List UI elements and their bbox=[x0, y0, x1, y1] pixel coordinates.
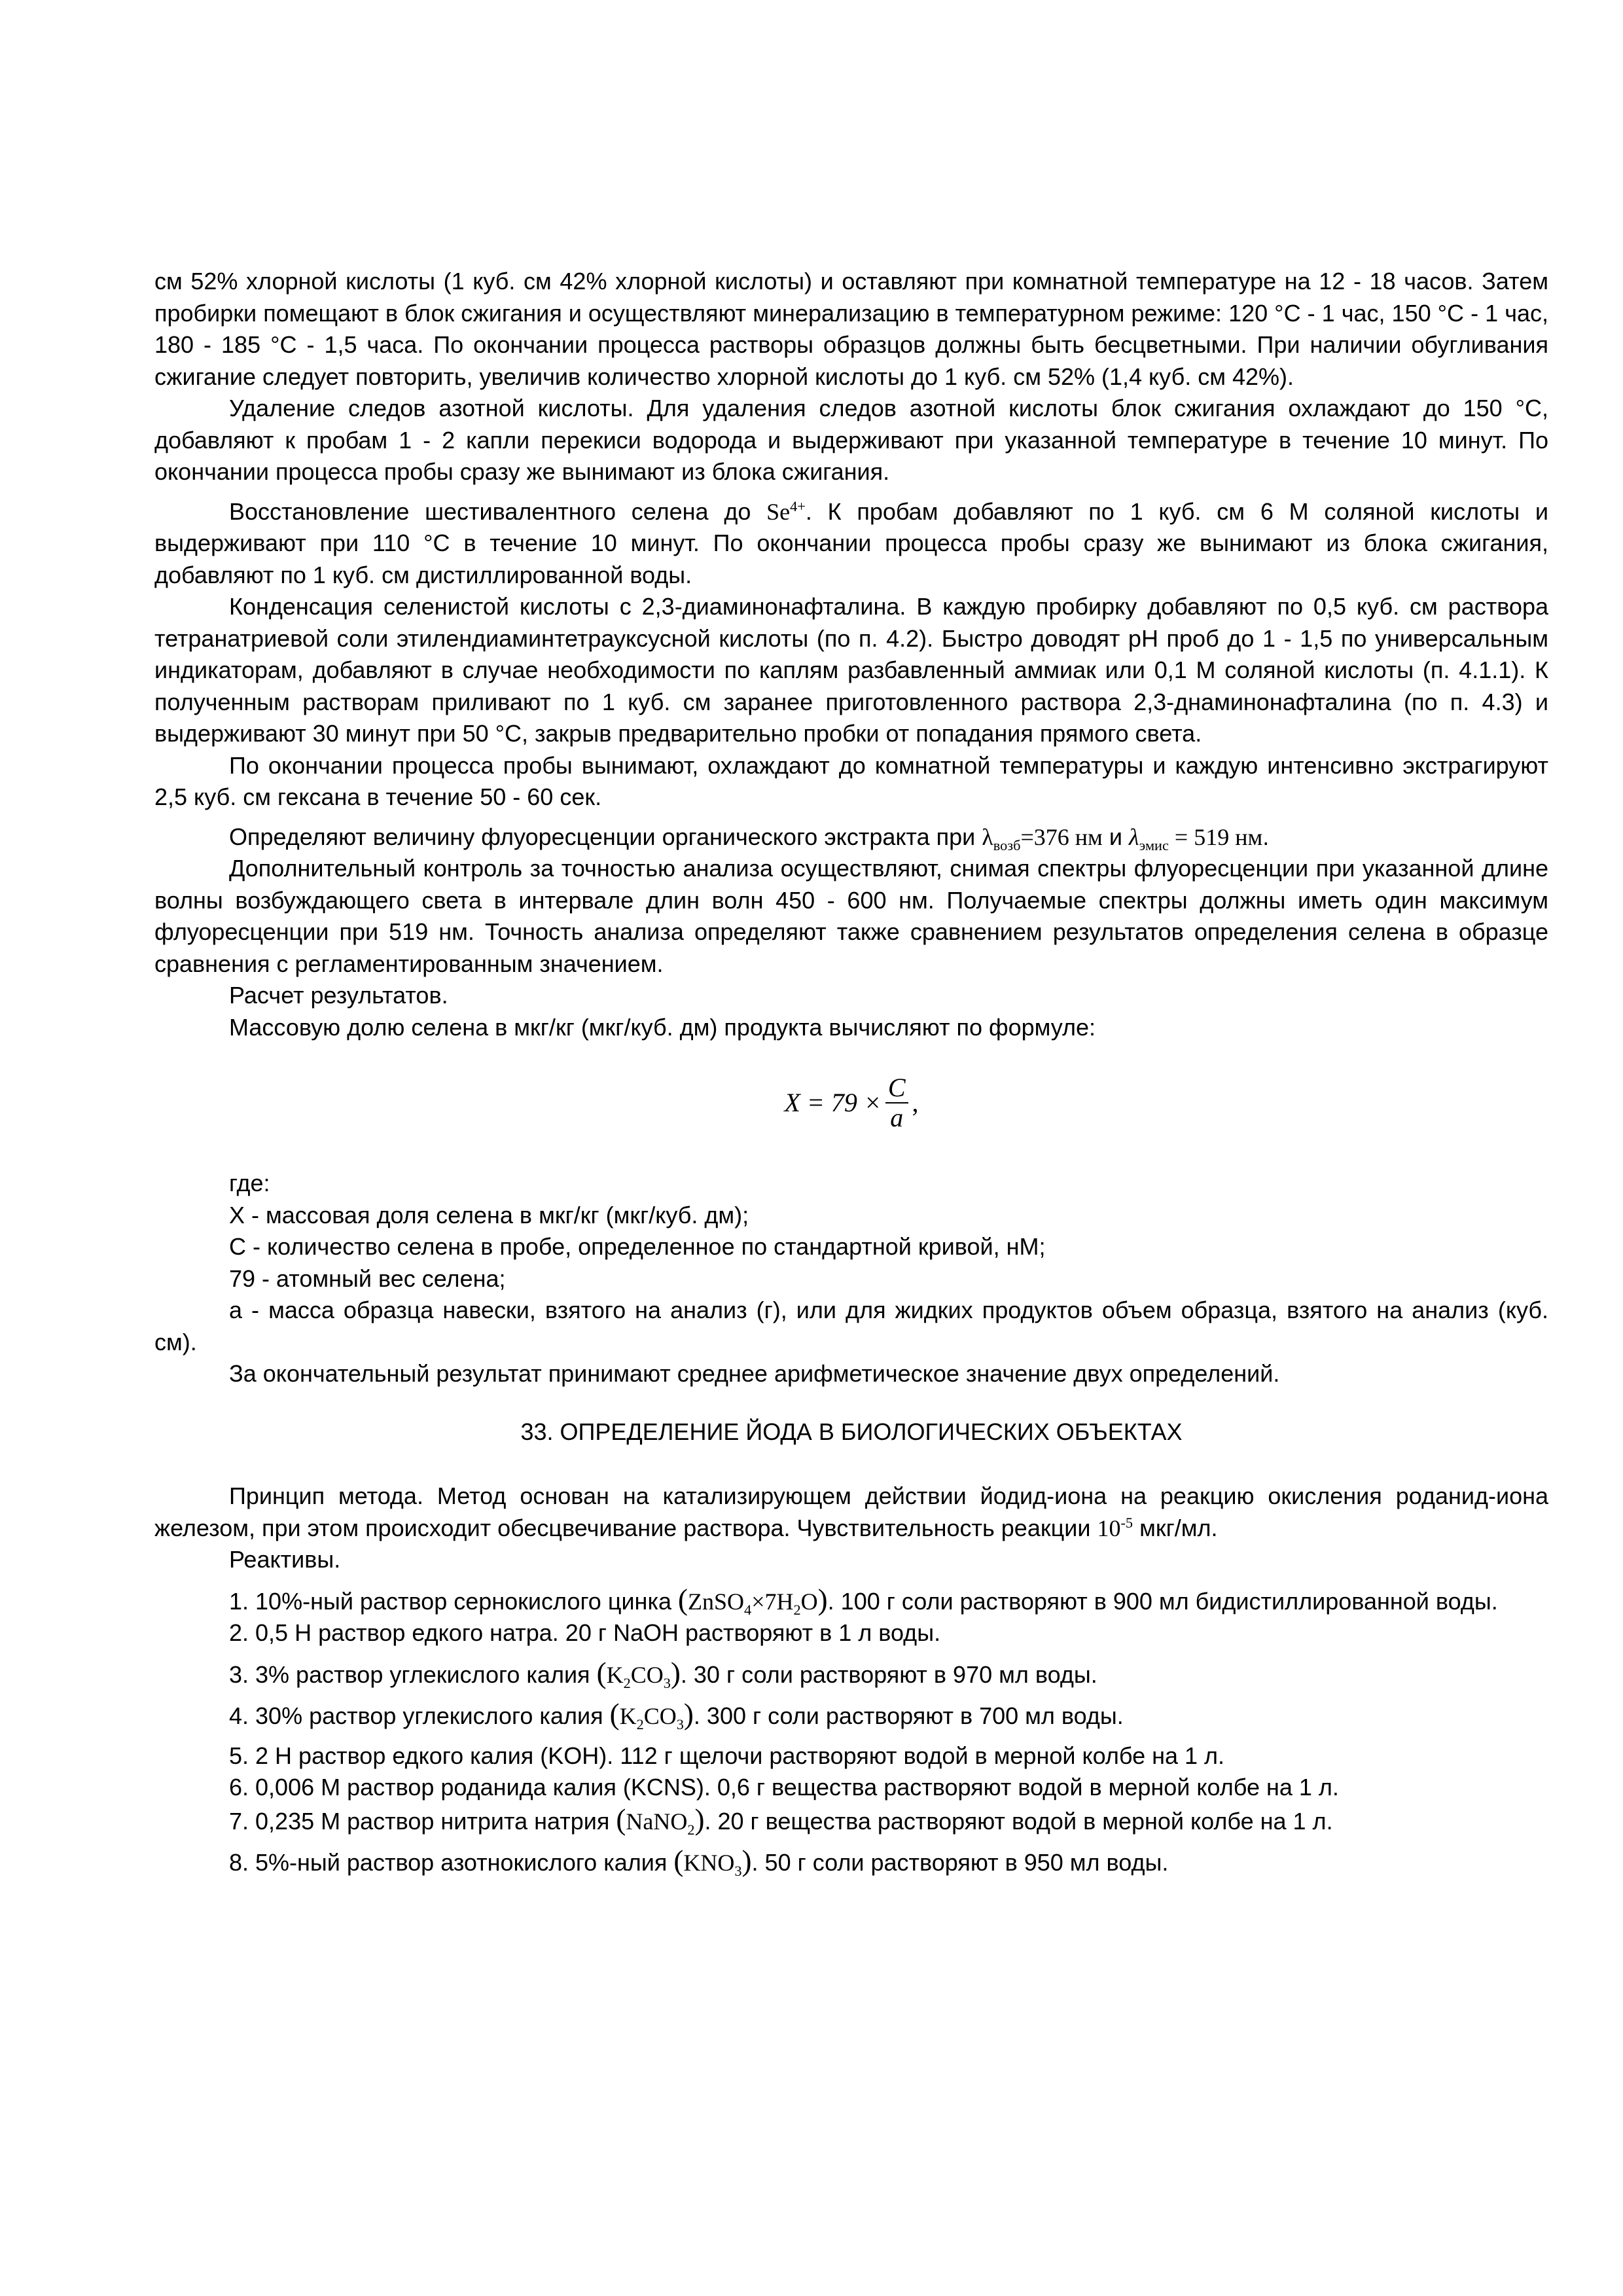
paragraph-text: Определяют величину флуоресценции органического экстракта при bbox=[229, 823, 976, 850]
reagent-item: 8. 5%-ный раствор азотнокислого калия $(KNO_3)$. 50 г соли растворяют в 950 мл воды. bbox=[229, 1844, 1169, 1880]
paragraph: Конденсация селенистой кислоты с 2,3-диаминонафталина. В каждую пробирку добавляют по 0,5 куб. см раствора тетранатриевой соли этилендиаминтетрауксусной кислоты (по п. 4.2). Быстро доводят рН проб до 1 - 1,5 по универсальным индикаторам, добавляют в случае необходимости по каплям разбавленный аммиак или 0,1 М соляной кислоты (п. 4.1.1). К полученным растворам приливают по 1 куб. см заранее приготовленного раствора 2,3-днаминонафталина (по п. 4.3) и выдерживают 30 минут при 50 °С, закрыв предварительно пробки от попадания прямого света. bbox=[154, 593, 1548, 747]
paragraph: см 52% хлорной кислоты (1 куб. см 42% хлорной кислоты) и оставляют при комнатной температуре на 12 - 18 часов. Затем пробирки помещают в блок сжигания и осуществляют минерализацию в температурном режиме: 120 °С - 1 час, 150 °С - 1 час, 180 - 185 °С - 1,5 часа. По окончании процесса растворы образцов должны быть бесцветными. При наличии обугливания сжигание следует повторить, увеличив количество хлорной кислоты до 1 куб. см 52% (1,4 куб. см 42%). bbox=[154, 268, 1548, 390]
paragraph: Удаление следов азотной кислоты. Для удаления следов азотной кислоты блок сжигания охлаждают до 150 °С, добавляют к пробам 1 - 2 капли перекиси водорода и выдерживают при указанной температуре в течение 10 минут. По окончании процесса пробы сразу же вынимают из блока сжигания. bbox=[154, 395, 1548, 485]
potassium-carbonate-formula: $(K_2CO_3)$ bbox=[596, 1656, 681, 1691]
emission-wavelength: $\lambda_{эмис} = 519$ нм bbox=[1128, 823, 1263, 853]
paragraph-text: мкг/мл. bbox=[1139, 1514, 1218, 1541]
paragraph-text: Восстановление шестивалентного селена до bbox=[229, 497, 751, 525]
reagent-item: 2. 0,5 Н раствор едкого натра. 20 г NaOH растворяют в 1 л воды. bbox=[229, 1619, 941, 1646]
reagent-item: 3. 3% раствор углекислого калия $(K_2CO_3)$. 30 г соли растворяют в 970 мл воды. bbox=[229, 1656, 1097, 1691]
sensitivity-value: $10^{-5}$ bbox=[1097, 1514, 1133, 1541]
paragraph: По окончании процесса пробы вынимают, охлаждают до комнатной температуры и каждую интенсивно экстрагируют 2,5 куб. см гексана в течение 50 - 60 сек. bbox=[154, 751, 1548, 810]
paragraph: Массовую долю селена в мкг/кг (мкг/куб. дм) продукта вычисляют по формуле: bbox=[229, 1013, 1096, 1041]
paragraph: Дополнительный контроль за точностью анализа осуществляют, снимая спектры флуоресценции при указанной длине волны возбуждающего света в интервале длин волн 450 - 600 нм. Получаемые спектры должны иметь один максимум флуоресценции при 519 нм. Точность анализа определяют также сравнением результатов определения селена в образце сравнения с регламентированным значением. bbox=[154, 855, 1548, 977]
reagent-item: 4. 30% раствор углекислого калия $(K_2CO_3)$. 300 г соли растворяют в 700 мл воды. bbox=[229, 1698, 1124, 1733]
formula-numerator: C bbox=[885, 1073, 908, 1103]
zinc-sulfate-formula: $(ZnSO_4\times 7H_2O)$ bbox=[678, 1583, 828, 1618]
paragraph bbox=[154, 1480, 1548, 1544]
definition: 79 - атомный вес селена; bbox=[229, 1265, 506, 1292]
selenium-formula bbox=[154, 1054, 1548, 1152]
excitation-wavelength: $\lambda_{возб}=376$ нм bbox=[982, 823, 1103, 853]
potassium-nitrate-formula: $(KNO_3)$ bbox=[673, 1844, 752, 1880]
section-heading: 33. ОПРЕДЕЛЕНИЕ ЙОДА В БИОЛОГИЧЕСКИХ ОБЪЕКТАХ bbox=[520, 1418, 1183, 1445]
formula-fraction bbox=[885, 1073, 908, 1132]
reagent-item: 7. 0,235 М раствор нитрита натрия (NaNO$_2$). 20 г вещества растворяют водой в мерной колбе на 1 л. bbox=[229, 1803, 1333, 1838]
sodium-nitrite-formula: (NaNO$_2$) bbox=[616, 1803, 705, 1838]
where-label: где: bbox=[229, 1170, 270, 1196]
selenium-ion-formula: $Se^{4+}$ bbox=[766, 497, 806, 525]
reagent-item: 6. 0,006 М раствор роданида калия (KCNS). 0,6 г вещества растворяют водой в мерной колбе на 1 л. bbox=[229, 1774, 1339, 1801]
definition: а - масса образца навески, взятого на анализ (г), или для жидких продуктов объем образца, взятого на анализ (куб. см). bbox=[154, 1297, 1548, 1355]
paragraph bbox=[154, 496, 1548, 592]
formula-comma: , bbox=[912, 1087, 919, 1117]
reagent-item: 5. 2 Н раствор едкого калия (KOH). 112 г щелочи растворяют водой в мерной колбе на 1 л. bbox=[229, 1742, 1225, 1769]
reagents-label: Реактивы. bbox=[229, 1546, 341, 1573]
paragraph: Определяют величину флуоресценции органического экстракта при $\lambda_{возб}=376$ нм и $\lambda_{эмис} = 519$ нм. bbox=[229, 823, 1270, 853]
formula-denominator: a bbox=[890, 1103, 904, 1132]
paragraph: За окончательный результат принимают среднее арифметическое значение двух определений. bbox=[229, 1360, 1280, 1387]
potassium-carbonate-formula: $(K_2CO_3)$ bbox=[609, 1698, 694, 1733]
formula-lhs: X = 79 × bbox=[784, 1087, 882, 1117]
paragraph-text: . К пробам добавляют по 1 куб. см 6 М соляной кислоты и выдерживают при 110 °С в течение 10 минут. По окончании процесса пробы сразу же вынимают из блока сжигания, добавляют по 1 куб. см дистиллированной воды. bbox=[154, 497, 1548, 588]
definition: С - количество селена в пробе, определенное по стандартной кривой, нМ; bbox=[229, 1233, 1046, 1260]
definition: X - массовая доля селена в мкг/кг (мкг/куб. дм); bbox=[229, 1201, 749, 1229]
reagent-item: 1. 10%-ный раствор сернокислого цинка $(ZnSO_4\times 7H_2O)$. 100 г соли растворяют в 900 мл бидистиллированной воды. bbox=[229, 1583, 1498, 1618]
document-page bbox=[154, 266, 1548, 1879]
paragraph-text: Принцип метода. Метод основан на катализирующем действии йодид-иона на реакцию окисления роданид-иона железом, при этом происходит обесцвечивание раствора. Чувствительность реакции bbox=[154, 1482, 1548, 1541]
paragraph: Расчет результатов. bbox=[229, 982, 448, 1009]
